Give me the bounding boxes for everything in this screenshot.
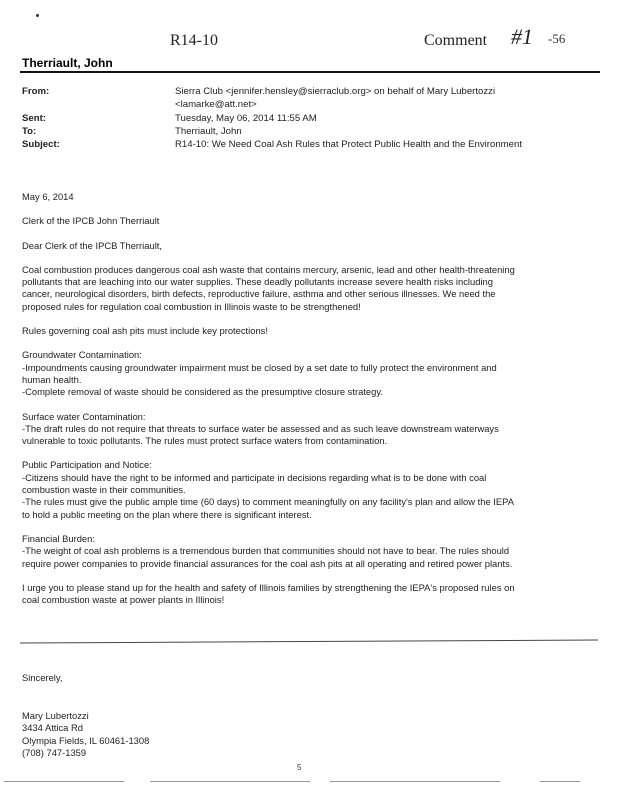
recipient-name: Therriault, John xyxy=(22,56,113,70)
from-email-continued: <lamarke@att.net> xyxy=(175,99,257,110)
header-rule xyxy=(20,71,600,73)
section-public-participation xyxy=(22,459,582,520)
section-line: combustion waste in their communities. xyxy=(22,484,186,496)
closing-plea xyxy=(22,582,582,607)
section-line: -The rules must give the public ample time (60 days) to comment meaningfully on any facility's plan and allow the IEPA xyxy=(22,496,514,508)
plea-line: I urge you to please stand up for the health and safety of Illinois families by strengthening the IEPA's proposed rules on xyxy=(22,581,515,593)
section-line: -The draft rules do not require that threats to surface water be assessed and as such leave downstream waterways xyxy=(22,422,499,434)
section-line: -Impoundments causing groundwater impairment must be closed by a set date to fully protect the environment and xyxy=(22,361,497,373)
section-groundwater xyxy=(22,349,582,398)
section-financial-burden xyxy=(22,533,582,570)
signer-city: Olympia Fields, IL 60461-1308 xyxy=(22,734,150,746)
section-heading: Surface water Contamination: xyxy=(22,410,146,422)
signer-phone: (708) 747-1359 xyxy=(22,747,87,759)
page-number: 5 xyxy=(297,763,302,772)
section-line: vulnerable to toxic pollutants. The rules must protect surface waters from contamination. xyxy=(22,435,388,447)
comment-number: #1 xyxy=(511,24,533,49)
sent-label: Sent: xyxy=(22,113,46,124)
intro-line: Coal combustion produces dangerous coal ash waste that contains mercury, arsenic, lead and other health-threatening xyxy=(22,263,515,275)
section-line: require power companies to provide financial assurances for the coal ash pits at all operating and retired power plants. xyxy=(22,557,513,569)
footer-scan-line xyxy=(4,781,124,782)
signoff: Sincerely, xyxy=(22,672,63,683)
section-line: to hold a public meeting on the plan where there is significant interest. xyxy=(22,508,312,520)
to-value: Therriault, John xyxy=(175,126,242,137)
section-line: -Citizens should have the right to be informed and participate in decisions regarding what is to be done with coal xyxy=(22,471,487,483)
section-heading: Financial Burden: xyxy=(22,532,95,544)
scan-speck xyxy=(36,14,39,17)
section-heading: Public Participation and Notice: xyxy=(22,459,152,471)
from-value: Sierra Club <jennifer.hensley@sierraclub.org> on behalf of Mary Lubertozzi xyxy=(175,86,496,97)
intro-line: proposed rules for regulation coal combustion in Illinois waste to be strengthened! xyxy=(22,300,361,312)
letter-salutation: Dear Clerk of the IPCB Therriault, xyxy=(22,239,162,251)
intro-paragraph xyxy=(22,264,582,313)
from-label: From: xyxy=(22,86,50,97)
section-surface-water xyxy=(22,411,582,448)
footer-scan-line xyxy=(330,781,500,782)
signer-street: 3434 Attica Rd xyxy=(22,722,83,734)
signature-block xyxy=(22,710,149,760)
section-line: -The weight of coal ash problems is a tremendous burden that communities should not have to bear. The rules should xyxy=(22,545,510,557)
letter-addressee: Clerk of the IPCB John Therriault xyxy=(22,215,160,227)
section-line: human health. xyxy=(22,373,82,385)
sent-value: Tuesday, May 06, 2014 11:55 AM xyxy=(175,113,317,124)
section-line: -Complete removal of waste should be considered as the presumptive closure strategy. xyxy=(22,386,383,398)
intro-line: cancer, neurological disorders, birth defects, reproductive failure, asthma and other serious illnesses. We need the xyxy=(22,288,496,300)
comment-label: Comment xyxy=(424,32,488,49)
subject-label: Subject: xyxy=(22,139,60,150)
subject-value: R14-10: We Need Coal Ash Rules that Protect Public Health and the Environment xyxy=(175,139,522,150)
rules-intro: Rules governing coal ash pits must include key protections! xyxy=(22,325,268,337)
signer-name: Mary Lubertozzi xyxy=(22,710,89,721)
section-heading: Groundwater Contamination: xyxy=(22,349,142,361)
to-label: To: xyxy=(22,126,37,137)
scan-strikeline xyxy=(20,639,598,643)
footer-scan-line xyxy=(540,781,580,782)
comment-page-mark: -56 xyxy=(548,31,566,46)
intro-line: pollutants that are leaching into our water supplies. These deadly pollutants increase severe health risks including xyxy=(22,276,493,288)
letter-body xyxy=(22,191,582,618)
document-number: R14-10 xyxy=(170,32,218,49)
footer-scan-line xyxy=(150,781,310,782)
plea-line: coal combustion waste at power plants in Illinois! xyxy=(22,594,225,606)
letter-date: May 6, 2014 xyxy=(22,191,74,202)
